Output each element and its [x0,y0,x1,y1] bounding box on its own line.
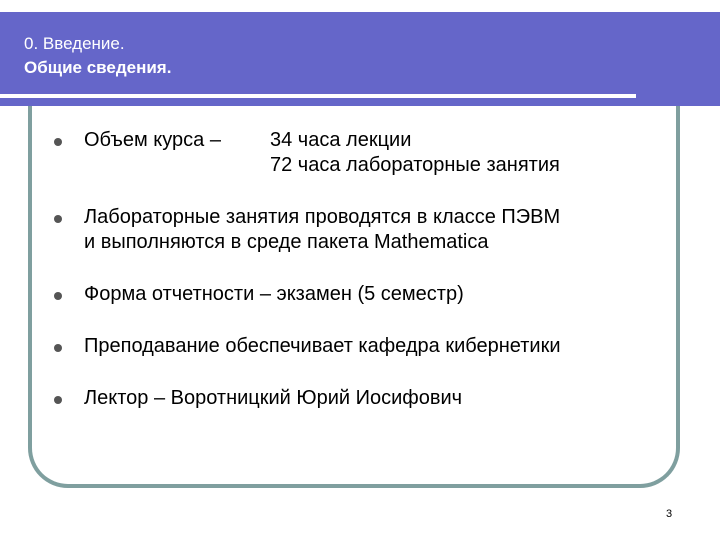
labs-line1: Лабораторные занятия проводятся в классе ПЭВМ [84,206,561,228]
bullet-list [54,128,674,438]
bullet-item-course-volume [54,128,674,178]
lecture-hours: 34 часа лекции [270,129,412,151]
bullet-item-lecturer [54,386,674,411]
slide-section-title: 0. Введение. [24,34,125,53]
course-volume-label: Объем курса – [84,129,221,151]
bullet-dot-icon [54,138,62,146]
page-number: 3 [666,508,673,520]
bullet-dot-icon [54,344,62,352]
exam-text: Форма отчетности – экзамен (5 семестр) [84,283,464,305]
bullet-dot-icon [54,215,62,223]
bullet-dot-icon [54,396,62,404]
bullet-dot-icon [54,292,62,300]
bullet-item-department [54,334,674,359]
bullet-item-exam [54,282,674,307]
header-edge [704,12,720,106]
header-underline [0,94,636,98]
slide-title: Общие сведения. [24,58,172,77]
lecturer-text: Лектор – Воротницкий Юрий Иосифович [84,387,463,409]
labs-line2: и выполняются в среде пакета Mathematica [84,231,489,253]
department-text: Преподавание обеспечивает кафедра кибернетики [84,335,561,357]
bullet-item-labs [54,205,674,255]
lab-hours: 72 часа лабораторные занятия [270,154,560,176]
